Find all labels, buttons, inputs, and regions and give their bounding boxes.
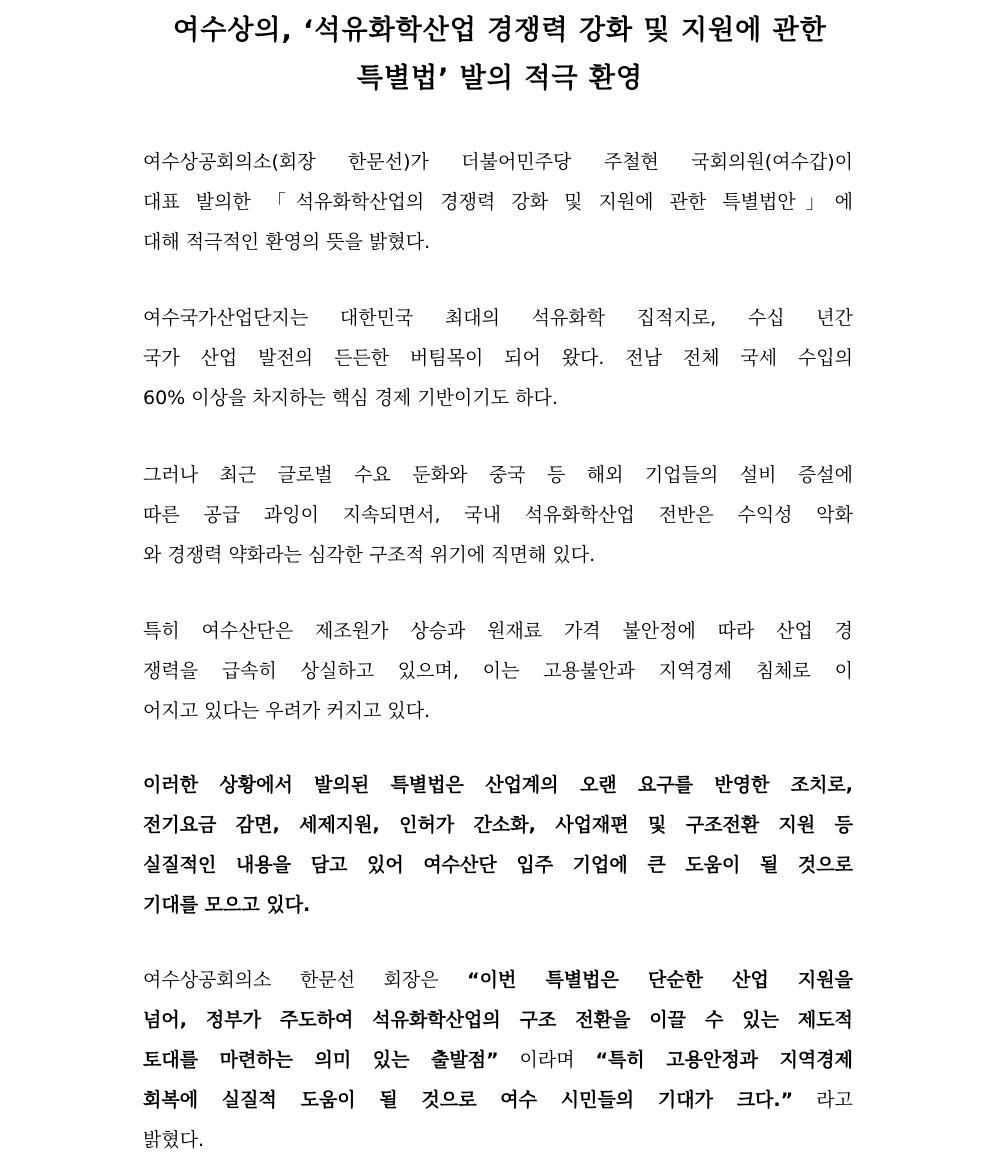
paragraph-line: 실질적인 내용을 담고 있어 여수산단 입주 기업에 큰 도움이 될 것으로	[143, 854, 853, 876]
paragraph-5-bold	[143, 765, 853, 925]
quote-text: “이번 특별법은 단순한 산업 지원을	[467, 969, 853, 991]
plain-text: 라고	[793, 1089, 853, 1111]
document-title-line-1: 여수상의, ‘석유화학산업 경쟁력 강화 및 지원에 관한	[173, 15, 827, 46]
paragraph-line: 여수국가산업단지는 대한민국 최대의 석유화학 집적지로, 수십 년간	[143, 307, 853, 329]
paragraph-line: 와 경쟁력 약화라는 심각한 구조적 위기에 직면해 있다.	[143, 544, 596, 566]
document-title-line-2: 특별법’ 발의 적극 환영	[356, 63, 644, 94]
paragraph-6-quote	[143, 960, 853, 1160]
paragraph-line: 국가 산업 발전의 든든한 버팀목이 되어 왔다. 전남 전체 국세 수입의	[143, 347, 853, 369]
quote-text: 토대를 마련하는 의미 있는 출발점”	[143, 1049, 499, 1071]
plain-text: 여수상공회의소 한문선 회장은	[143, 969, 468, 991]
quote-text: 넘어, 정부가 주도하여 석유화학산업의 구조 전환을 이끌 수 있는 제도적	[143, 1009, 853, 1031]
paragraph-line	[143, 960, 853, 1000]
paragraph-line	[143, 1080, 853, 1120]
paragraph-line: 대표 발의한 「석유화학산업의 경쟁력 강화 및 지원에 관한 특별법안」에	[143, 191, 853, 213]
paragraph-line: 대해 적극적인 환영의 뜻을 밝혔다.	[143, 231, 431, 253]
paragraph-line: 60% 이상을 차지하는 핵심 경제 기반이기도 하다.	[143, 387, 558, 409]
paragraph-line	[143, 1040, 853, 1080]
paragraph-line: 따른 공급 과잉이 지속되면서, 국내 석유화학산업 전반은 수익성 악화	[143, 504, 853, 526]
paragraph-3	[143, 455, 853, 575]
paragraph-line	[143, 1120, 853, 1160]
paragraph-line: 기대를 모으고 있다.	[143, 894, 311, 916]
plain-text: 밝혔다.	[143, 1129, 205, 1151]
paragraph-line: 특히 여수산단은 제조원가 상승과 원재료 가격 불안정에 따라 산업 경	[143, 620, 853, 642]
paragraph-1	[143, 142, 853, 262]
paragraph-line: 쟁력을 급속히 상실하고 있으며, 이는 고용불안과 지역경제 침체로 이	[143, 660, 853, 682]
quote-text: “특히 고용안정과 지역경제	[595, 1049, 853, 1071]
plain-text: 이라며	[498, 1049, 596, 1071]
paragraph-line	[143, 1000, 853, 1040]
paragraph-line: 여수상공회의소(회장 한문선)가 더불어민주당 주철현 국회의원(여수갑)이	[143, 151, 853, 173]
paragraph-line: 어지고 있다는 우려가 커지고 있다.	[143, 700, 431, 722]
quote-text: 회복에 실질적 도움이 될 것으로 여수 시민들의 기대가 크다.”	[143, 1089, 794, 1111]
paragraph-line: 그러나 최근 글로벌 수요 둔화와 중국 등 해외 기업들의 설비 증설에	[143, 464, 853, 486]
paragraph-line: 전기요금 감면, 세제지원, 인허가 간소화, 사업재편 및 구조전환 지원 등	[143, 814, 853, 836]
paragraph-4	[143, 611, 853, 731]
paragraph-2	[143, 298, 853, 418]
paragraph-line: 이러한 상황에서 발의된 특별법은 산업계의 오랜 요구를 반영한 조치로,	[143, 774, 853, 796]
